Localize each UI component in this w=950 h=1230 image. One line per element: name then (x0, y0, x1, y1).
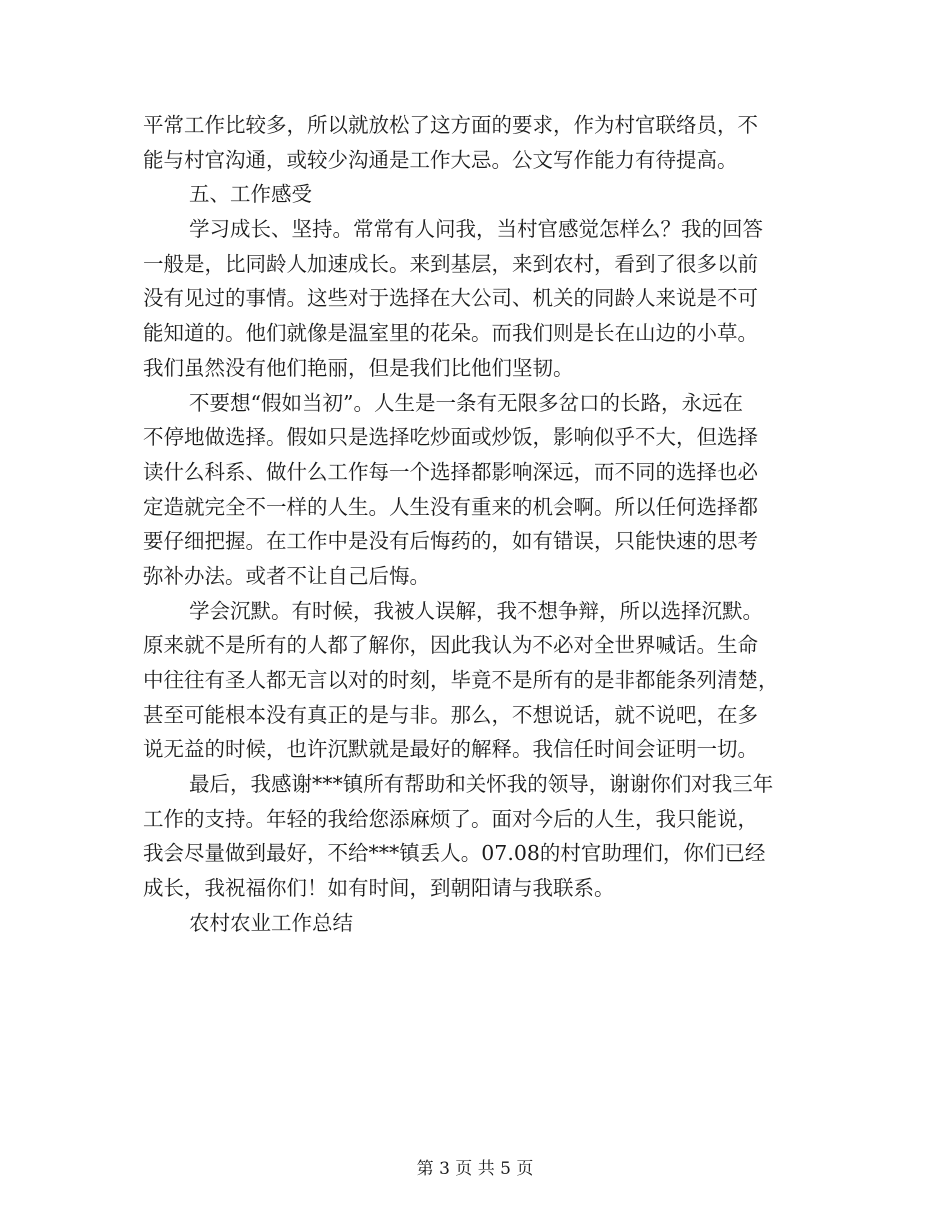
text-line: 一般是，比同龄人加速成长。来到基层，来到农村，看到了很多以前 (143, 251, 758, 276)
text-line: 甚至可能根本没有真正的是与非。那么，不想说话，就不说吧，在多 (143, 702, 758, 727)
text-line: 工作的支持。年轻的我给您添麻烦了。面对今后的人生，我只能说， (143, 806, 758, 831)
text-line: 学习成长、坚持。常常有人问我，当村官感觉怎样么？我的回答 (189, 217, 763, 242)
text-line: 读什么科系、做什么工作每一个选择都影响深远，而不同的选择也必 (143, 459, 758, 484)
text-line: 定造就完全不一样的人生。人生没有重来的机会啊。所以任何选择都 (143, 494, 758, 519)
text-line: 我会尽量做到最好，不给***镇丢人。07.08的村官助理们，你们已经 (143, 841, 766, 866)
text-line: 平常工作比较多，所以就放松了这方面的要求，作为村官联络员，不 (143, 113, 758, 137)
text-line: 能与村官沟通，或较少沟通是工作大忌。公文写作能力有待提高。 (143, 147, 738, 172)
text-line: 弥补办法。或者不让自己后悔。 (143, 563, 430, 588)
text-line: 没有见过的事情。这些对于选择在大公司、机关的同龄人来说是不可 (143, 286, 758, 311)
document-body (143, 108, 805, 941)
text-line: 不停地做选择。假如只是选择吃炒面或炒饭，影响似乎不大，但选择 (143, 425, 758, 450)
text-line: 学会沉默。有时候，我被人误解，我不想争辩，所以选择沉默。 (189, 598, 763, 623)
text-line: 要仔细把握。在工作中是没有后悔药的，如有错误，只能快速的思考 (143, 529, 758, 554)
text-line: 中往往有圣人都无言以对的时刻，毕竟不是所有的是非都能条列清楚， (143, 668, 779, 692)
text-line: 能知道的。他们就像是温室里的花朵。而我们则是长在山边的小草。 (143, 321, 758, 346)
text-line: 我们虽然没有他们艳丽，但是我们比他们坚韧。 (143, 355, 574, 380)
section-heading: 五、工作感受 (189, 182, 312, 207)
text-line: 成长，我祝福你们！如有时间，到朝阳请与我联系。 (143, 876, 615, 901)
text-line: 最后，我感谢***镇所有帮助和关怀我的领导，谢谢你们对我三年 (189, 772, 774, 797)
text-line: 说无益的时候，也许沉默就是最好的解释。我信任时间会证明一切。 (143, 737, 758, 762)
text-line: 不要想“假如当初”。人生是一条有无限多岔口的长路，永远在 (189, 390, 743, 415)
text-line: 原来就不是所有的人都了解你，因此我认为不必对全世界喊话。生命 (143, 633, 758, 658)
next-section-title: 农村农业工作总结 (189, 910, 353, 935)
page-number-footer: 第 3 页 共 5 页 (416, 1159, 534, 1179)
